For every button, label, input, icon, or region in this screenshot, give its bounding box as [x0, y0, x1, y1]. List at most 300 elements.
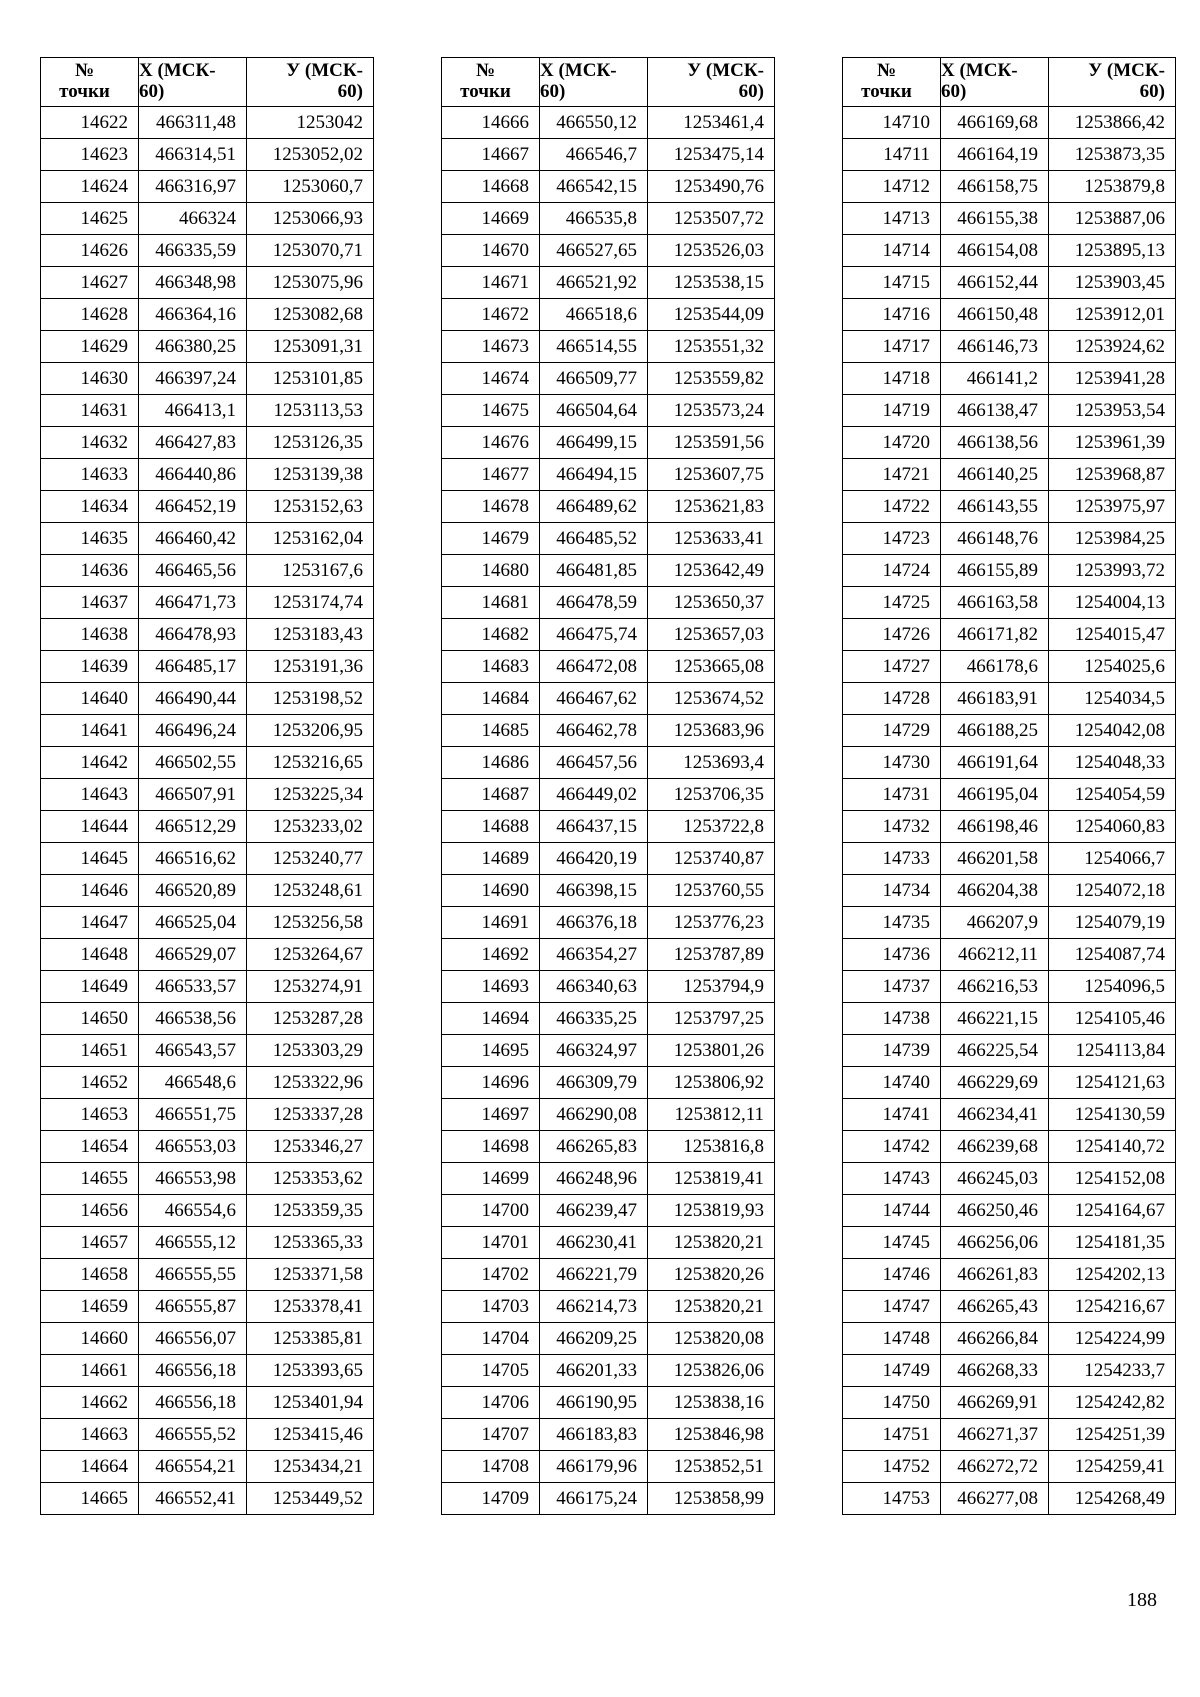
point-number-cell: 14711: [843, 139, 941, 171]
point-number-cell: 14716: [843, 299, 941, 331]
y-coordinate-cell: 1253526,03: [648, 235, 775, 267]
x-coordinate-cell: 466478,59: [540, 587, 648, 619]
y-coordinate-cell: 1253359,35: [247, 1195, 374, 1227]
x-coordinate-cell: 466271,37: [941, 1419, 1049, 1451]
x-coordinate-cell: 466248,96: [540, 1163, 648, 1195]
point-number-cell: 14675: [442, 395, 540, 427]
table-row: [442, 715, 775, 747]
x-coordinate-cell: 466266,84: [941, 1323, 1049, 1355]
point-number-cell: 14717: [843, 331, 941, 363]
x-coordinate-cell: 466277,08: [941, 1483, 1049, 1515]
table-row: [843, 1451, 1176, 1483]
table-row: [41, 907, 374, 939]
table-row: [843, 1163, 1176, 1195]
x-coordinate-cell: 466538,56: [139, 1003, 247, 1035]
point-number-cell: 14652: [41, 1067, 139, 1099]
point-number-cell: 14673: [442, 331, 540, 363]
table-row: [41, 1035, 374, 1067]
x-coordinate-cell: 466269,91: [941, 1387, 1049, 1419]
x-coordinate-cell: 466143,55: [941, 491, 1049, 523]
y-coordinate-cell: 1253573,24: [648, 395, 775, 427]
table-row: [442, 811, 775, 843]
x-coordinate-cell: 466555,87: [139, 1291, 247, 1323]
table-row: [843, 587, 1176, 619]
header-point-number: № точки: [442, 58, 540, 107]
table-row: [41, 1131, 374, 1163]
x-coordinate-cell: 466198,46: [941, 811, 1049, 843]
point-number-cell: 14748: [843, 1323, 941, 1355]
y-coordinate-cell: 1253225,34: [247, 779, 374, 811]
table-row: [41, 267, 374, 299]
y-coordinate-cell: 1253544,09: [648, 299, 775, 331]
y-coordinate-cell: 1253066,93: [247, 203, 374, 235]
table-row: [442, 1227, 775, 1259]
y-coordinate-cell: 1254096,5: [1049, 971, 1176, 1003]
y-coordinate-cell: 1254152,08: [1049, 1163, 1176, 1195]
y-coordinate-cell: 1254242,82: [1049, 1387, 1176, 1419]
point-number-cell: 14648: [41, 939, 139, 971]
y-coordinate-cell: 1253449,52: [247, 1483, 374, 1515]
table-row: [41, 747, 374, 779]
point-number-cell: 14650: [41, 1003, 139, 1035]
x-coordinate-cell: 466207,9: [941, 907, 1049, 939]
x-coordinate-cell: 466509,77: [540, 363, 648, 395]
point-number-cell: 14752: [843, 1451, 941, 1483]
table-row: [41, 1003, 374, 1035]
y-coordinate-cell: 1253819,93: [648, 1195, 775, 1227]
table-row: [41, 107, 374, 139]
y-coordinate-cell: 1253879,8: [1049, 171, 1176, 203]
table-row: [41, 299, 374, 331]
header-y: У (МСК- 60): [648, 58, 775, 107]
header-point-number: № точки: [41, 58, 139, 107]
y-coordinate-cell: 1253993,72: [1049, 555, 1176, 587]
y-coordinate-cell: 1253794,9: [648, 971, 775, 1003]
point-number-cell: 14637: [41, 587, 139, 619]
x-coordinate-cell: 466518,6: [540, 299, 648, 331]
y-coordinate-cell: 1253152,63: [247, 491, 374, 523]
table-row: [843, 907, 1176, 939]
table-row: [41, 395, 374, 427]
table-row: [442, 1323, 775, 1355]
table-row: [41, 1483, 374, 1515]
y-coordinate-cell: 1253475,14: [648, 139, 775, 171]
point-number-cell: 14698: [442, 1131, 540, 1163]
point-number-cell: 14682: [442, 619, 540, 651]
table-row: [41, 619, 374, 651]
y-coordinate-cell: 1253776,23: [648, 907, 775, 939]
y-coordinate-cell: 1253801,26: [648, 1035, 775, 1067]
point-number-cell: 14729: [843, 715, 941, 747]
x-coordinate-cell: 466150,48: [941, 299, 1049, 331]
table-row: [843, 939, 1176, 971]
table-row: [41, 171, 374, 203]
x-coordinate-cell: 466556,18: [139, 1355, 247, 1387]
y-coordinate-cell: 1253591,56: [648, 427, 775, 459]
x-coordinate-cell: 466163,58: [941, 587, 1049, 619]
x-coordinate-cell: 466554,21: [139, 1451, 247, 1483]
point-number-cell: 14664: [41, 1451, 139, 1483]
y-coordinate-cell: 1253346,27: [247, 1131, 374, 1163]
x-coordinate-cell: 466398,15: [540, 875, 648, 907]
x-coordinate-cell: 466525,04: [139, 907, 247, 939]
x-coordinate-cell: 466188,25: [941, 715, 1049, 747]
x-coordinate-cell: 466514,55: [540, 331, 648, 363]
table-row: [442, 331, 775, 363]
point-number-cell: 14647: [41, 907, 139, 939]
x-coordinate-cell: 466311,48: [139, 107, 247, 139]
table-row: [41, 459, 374, 491]
table-row: [442, 395, 775, 427]
y-coordinate-cell: 1253740,87: [648, 843, 775, 875]
y-coordinate-cell: 1253126,35: [247, 427, 374, 459]
y-coordinate-cell: 1253787,89: [648, 939, 775, 971]
x-coordinate-cell: 466543,57: [139, 1035, 247, 1067]
y-coordinate-cell: 1253657,03: [648, 619, 775, 651]
table-row: [442, 363, 775, 395]
table-row: [442, 939, 775, 971]
point-number-cell: 14726: [843, 619, 941, 651]
table-row: [843, 1483, 1176, 1515]
header-x: X (МСК- 60): [941, 58, 1049, 107]
table-row: [843, 715, 1176, 747]
table-row: [442, 491, 775, 523]
table-row: [843, 555, 1176, 587]
point-number-cell: 14646: [41, 875, 139, 907]
table-row: [41, 1099, 374, 1131]
table-row: [442, 651, 775, 683]
table-row: [442, 203, 775, 235]
x-coordinate-cell: 466527,65: [540, 235, 648, 267]
point-number-cell: 14743: [843, 1163, 941, 1195]
x-coordinate-cell: 466516,62: [139, 843, 247, 875]
point-number-cell: 14677: [442, 459, 540, 491]
table-row: [41, 235, 374, 267]
y-coordinate-cell: 1253693,4: [648, 747, 775, 779]
point-number-cell: 14640: [41, 683, 139, 715]
x-coordinate-cell: 466397,24: [139, 363, 247, 395]
y-coordinate-cell: 1253895,13: [1049, 235, 1176, 267]
table-row: [843, 651, 1176, 683]
table-row: [41, 651, 374, 683]
table-row: [442, 139, 775, 171]
y-coordinate-cell: 1254259,41: [1049, 1451, 1176, 1483]
point-number-cell: 14626: [41, 235, 139, 267]
page-number: 188: [1127, 1589, 1157, 1611]
point-number-cell: 14751: [843, 1419, 941, 1451]
point-number-cell: 14690: [442, 875, 540, 907]
y-coordinate-cell: 1253820,21: [648, 1291, 775, 1323]
point-number-cell: 14720: [843, 427, 941, 459]
x-coordinate-cell: 466138,47: [941, 395, 1049, 427]
x-coordinate-cell: 466555,12: [139, 1227, 247, 1259]
table-row: [843, 875, 1176, 907]
point-number-cell: 14749: [843, 1355, 941, 1387]
x-coordinate-cell: 466239,68: [941, 1131, 1049, 1163]
table-row: [442, 523, 775, 555]
table-row: [843, 491, 1176, 523]
table-row: [41, 491, 374, 523]
point-number-cell: 14713: [843, 203, 941, 235]
table-row: [41, 523, 374, 555]
x-coordinate-cell: 466268,33: [941, 1355, 1049, 1387]
y-coordinate-cell: 1253461,4: [648, 107, 775, 139]
x-coordinate-cell: 466548,6: [139, 1067, 247, 1099]
y-coordinate-cell: 1253820,26: [648, 1259, 775, 1291]
point-number-cell: 14685: [442, 715, 540, 747]
y-coordinate-cell: 1253216,65: [247, 747, 374, 779]
point-number-cell: 14653: [41, 1099, 139, 1131]
point-number-cell: 14738: [843, 1003, 941, 1035]
y-coordinate-cell: 1253415,46: [247, 1419, 374, 1451]
y-coordinate-cell: 1254140,72: [1049, 1131, 1176, 1163]
point-number-cell: 14655: [41, 1163, 139, 1195]
y-coordinate-cell: 1253113,53: [247, 395, 374, 427]
table-row: [843, 1355, 1176, 1387]
x-coordinate-cell: 466221,79: [540, 1259, 648, 1291]
x-coordinate-cell: 466478,93: [139, 619, 247, 651]
table-row: [41, 1419, 374, 1451]
point-number-cell: 14692: [442, 939, 540, 971]
table-row: [843, 1419, 1176, 1451]
y-coordinate-cell: 1253371,58: [247, 1259, 374, 1291]
table-row: [442, 299, 775, 331]
table-row: [41, 427, 374, 459]
table-row: [442, 107, 775, 139]
point-number-cell: 14709: [442, 1483, 540, 1515]
x-coordinate-cell: 466138,56: [941, 427, 1049, 459]
y-coordinate-cell: 1253826,06: [648, 1355, 775, 1387]
y-coordinate-cell: 1253812,11: [648, 1099, 775, 1131]
y-coordinate-cell: 1254105,46: [1049, 1003, 1176, 1035]
coordinates-table-1: [40, 57, 374, 1515]
point-number-cell: 14663: [41, 1419, 139, 1451]
point-number-cell: 14736: [843, 939, 941, 971]
point-number-cell: 14731: [843, 779, 941, 811]
x-coordinate-cell: 466354,27: [540, 939, 648, 971]
x-coordinate-cell: 466376,18: [540, 907, 648, 939]
table-row: [843, 811, 1176, 843]
x-coordinate-cell: 466190,95: [540, 1387, 648, 1419]
table-row: [442, 1259, 775, 1291]
point-number-cell: 14635: [41, 523, 139, 555]
y-coordinate-cell: 1253642,49: [648, 555, 775, 587]
table-row: [442, 971, 775, 1003]
y-coordinate-cell: 1253846,98: [648, 1419, 775, 1451]
y-coordinate-cell: 1253353,62: [247, 1163, 374, 1195]
header-x: X (МСК- 60): [540, 58, 648, 107]
x-coordinate-cell: 466348,98: [139, 267, 247, 299]
table-row: [442, 747, 775, 779]
table-row: [442, 1131, 775, 1163]
y-coordinate-cell: 1253365,33: [247, 1227, 374, 1259]
table-row: [843, 747, 1176, 779]
point-number-cell: 14737: [843, 971, 941, 1003]
point-number-cell: 14667: [442, 139, 540, 171]
point-number-cell: 14681: [442, 587, 540, 619]
x-coordinate-cell: 466175,24: [540, 1483, 648, 1515]
x-coordinate-cell: 466148,76: [941, 523, 1049, 555]
point-number-cell: 14702: [442, 1259, 540, 1291]
table-row: [442, 907, 775, 939]
x-coordinate-cell: 466340,63: [540, 971, 648, 1003]
x-coordinate-cell: 466520,89: [139, 875, 247, 907]
table-row: [442, 1291, 775, 1323]
table-row: [843, 779, 1176, 811]
y-coordinate-cell: 1253820,21: [648, 1227, 775, 1259]
table-row: [41, 203, 374, 235]
table-row: [41, 875, 374, 907]
table-row: [41, 811, 374, 843]
point-number-cell: 14693: [442, 971, 540, 1003]
x-coordinate-cell: 466154,08: [941, 235, 1049, 267]
x-coordinate-cell: 466467,62: [540, 683, 648, 715]
x-coordinate-cell: 466335,25: [540, 1003, 648, 1035]
x-coordinate-cell: 466209,25: [540, 1323, 648, 1355]
point-number-cell: 14728: [843, 683, 941, 715]
x-coordinate-cell: 466155,89: [941, 555, 1049, 587]
table-row: [41, 1163, 374, 1195]
x-coordinate-cell: 466496,24: [139, 715, 247, 747]
table-row: [843, 299, 1176, 331]
point-number-cell: 14672: [442, 299, 540, 331]
point-number-cell: 14633: [41, 459, 139, 491]
point-number-cell: 14674: [442, 363, 540, 395]
point-number-cell: 14739: [843, 1035, 941, 1067]
x-coordinate-cell: 466239,47: [540, 1195, 648, 1227]
table-row: [442, 1419, 775, 1451]
x-coordinate-cell: 466440,86: [139, 459, 247, 491]
y-coordinate-cell: 1253819,41: [648, 1163, 775, 1195]
point-number-cell: 14666: [442, 107, 540, 139]
table-row: [442, 587, 775, 619]
point-number-cell: 14696: [442, 1067, 540, 1099]
point-number-cell: 14678: [442, 491, 540, 523]
y-coordinate-cell: 1253912,01: [1049, 299, 1176, 331]
x-coordinate-cell: 466542,15: [540, 171, 648, 203]
point-number-cell: 14632: [41, 427, 139, 459]
x-coordinate-cell: 466216,53: [941, 971, 1049, 1003]
x-coordinate-cell: 466158,75: [941, 171, 1049, 203]
y-coordinate-cell: 1254268,49: [1049, 1483, 1176, 1515]
x-coordinate-cell: 466457,56: [540, 747, 648, 779]
point-number-cell: 14691: [442, 907, 540, 939]
y-coordinate-cell: 1254202,13: [1049, 1259, 1176, 1291]
y-coordinate-cell: 1253060,7: [247, 171, 374, 203]
point-number-cell: 14704: [442, 1323, 540, 1355]
table-row: [442, 1451, 775, 1483]
x-coordinate-cell: 466504,64: [540, 395, 648, 427]
point-number-cell: 14665: [41, 1483, 139, 1515]
y-coordinate-cell: 1253858,99: [648, 1483, 775, 1515]
x-coordinate-cell: 466502,55: [139, 747, 247, 779]
y-coordinate-cell: 1253806,92: [648, 1067, 775, 1099]
point-number-cell: 14719: [843, 395, 941, 427]
table-row: [41, 971, 374, 1003]
point-number-cell: 14683: [442, 651, 540, 683]
point-number-cell: 14744: [843, 1195, 941, 1227]
x-coordinate-cell: 466179,96: [540, 1451, 648, 1483]
table-row: [41, 587, 374, 619]
point-number-cell: 14699: [442, 1163, 540, 1195]
point-number-cell: 14641: [41, 715, 139, 747]
y-coordinate-cell: 1254224,99: [1049, 1323, 1176, 1355]
table-row: [442, 619, 775, 651]
x-coordinate-cell: 466324,97: [540, 1035, 648, 1067]
table-row: [843, 1131, 1176, 1163]
point-number-cell: 14687: [442, 779, 540, 811]
y-coordinate-cell: 1253968,87: [1049, 459, 1176, 491]
table-row: [843, 1227, 1176, 1259]
x-coordinate-cell: 466272,72: [941, 1451, 1049, 1483]
x-coordinate-cell: 466555,52: [139, 1419, 247, 1451]
table-row: [442, 235, 775, 267]
x-coordinate-cell: 466364,16: [139, 299, 247, 331]
point-number-cell: 14730: [843, 747, 941, 779]
x-coordinate-cell: 466229,69: [941, 1067, 1049, 1099]
y-coordinate-cell: 1253393,65: [247, 1355, 374, 1387]
x-coordinate-cell: 466462,78: [540, 715, 648, 747]
table-row: [442, 843, 775, 875]
header-row: [41, 58, 374, 107]
table-row: [843, 1387, 1176, 1419]
point-number-cell: 14627: [41, 267, 139, 299]
y-coordinate-cell: 1253621,83: [648, 491, 775, 523]
point-number-cell: 14745: [843, 1227, 941, 1259]
x-coordinate-cell: 466437,15: [540, 811, 648, 843]
point-number-cell: 14708: [442, 1451, 540, 1483]
x-coordinate-cell: 466256,06: [941, 1227, 1049, 1259]
point-number-cell: 14638: [41, 619, 139, 651]
table-row: [843, 619, 1176, 651]
table-row: [41, 1259, 374, 1291]
point-number-cell: 14697: [442, 1099, 540, 1131]
y-coordinate-cell: 1253248,61: [247, 875, 374, 907]
table-row: [41, 1067, 374, 1099]
point-number-cell: 14714: [843, 235, 941, 267]
point-number-cell: 14642: [41, 747, 139, 779]
x-coordinate-cell: 466245,03: [941, 1163, 1049, 1195]
table-row: [442, 1003, 775, 1035]
y-coordinate-cell: 1253820,08: [648, 1323, 775, 1355]
x-coordinate-cell: 466324: [139, 203, 247, 235]
x-coordinate-cell: 466195,04: [941, 779, 1049, 811]
table-row: [442, 1035, 775, 1067]
x-coordinate-cell: 466265,43: [941, 1291, 1049, 1323]
x-coordinate-cell: 466499,15: [540, 427, 648, 459]
x-coordinate-cell: 466191,64: [941, 747, 1049, 779]
y-coordinate-cell: 1253924,62: [1049, 331, 1176, 363]
x-coordinate-cell: 466169,68: [941, 107, 1049, 139]
y-coordinate-cell: 1254042,08: [1049, 715, 1176, 747]
x-coordinate-cell: 466556,07: [139, 1323, 247, 1355]
y-coordinate-cell: 1253873,35: [1049, 139, 1176, 171]
point-number-cell: 14654: [41, 1131, 139, 1163]
table-row: [843, 363, 1176, 395]
table-row: [843, 1035, 1176, 1067]
x-coordinate-cell: 466183,83: [540, 1419, 648, 1451]
point-number-cell: 14651: [41, 1035, 139, 1067]
x-coordinate-cell: 466556,18: [139, 1387, 247, 1419]
y-coordinate-cell: 1254025,6: [1049, 651, 1176, 683]
y-coordinate-cell: 1253198,52: [247, 683, 374, 715]
x-coordinate-cell: 466164,19: [941, 139, 1049, 171]
x-coordinate-cell: 466551,75: [139, 1099, 247, 1131]
y-coordinate-cell: 1253256,58: [247, 907, 374, 939]
header-row: [843, 58, 1176, 107]
table-row: [843, 523, 1176, 555]
point-number-cell: 14660: [41, 1323, 139, 1355]
